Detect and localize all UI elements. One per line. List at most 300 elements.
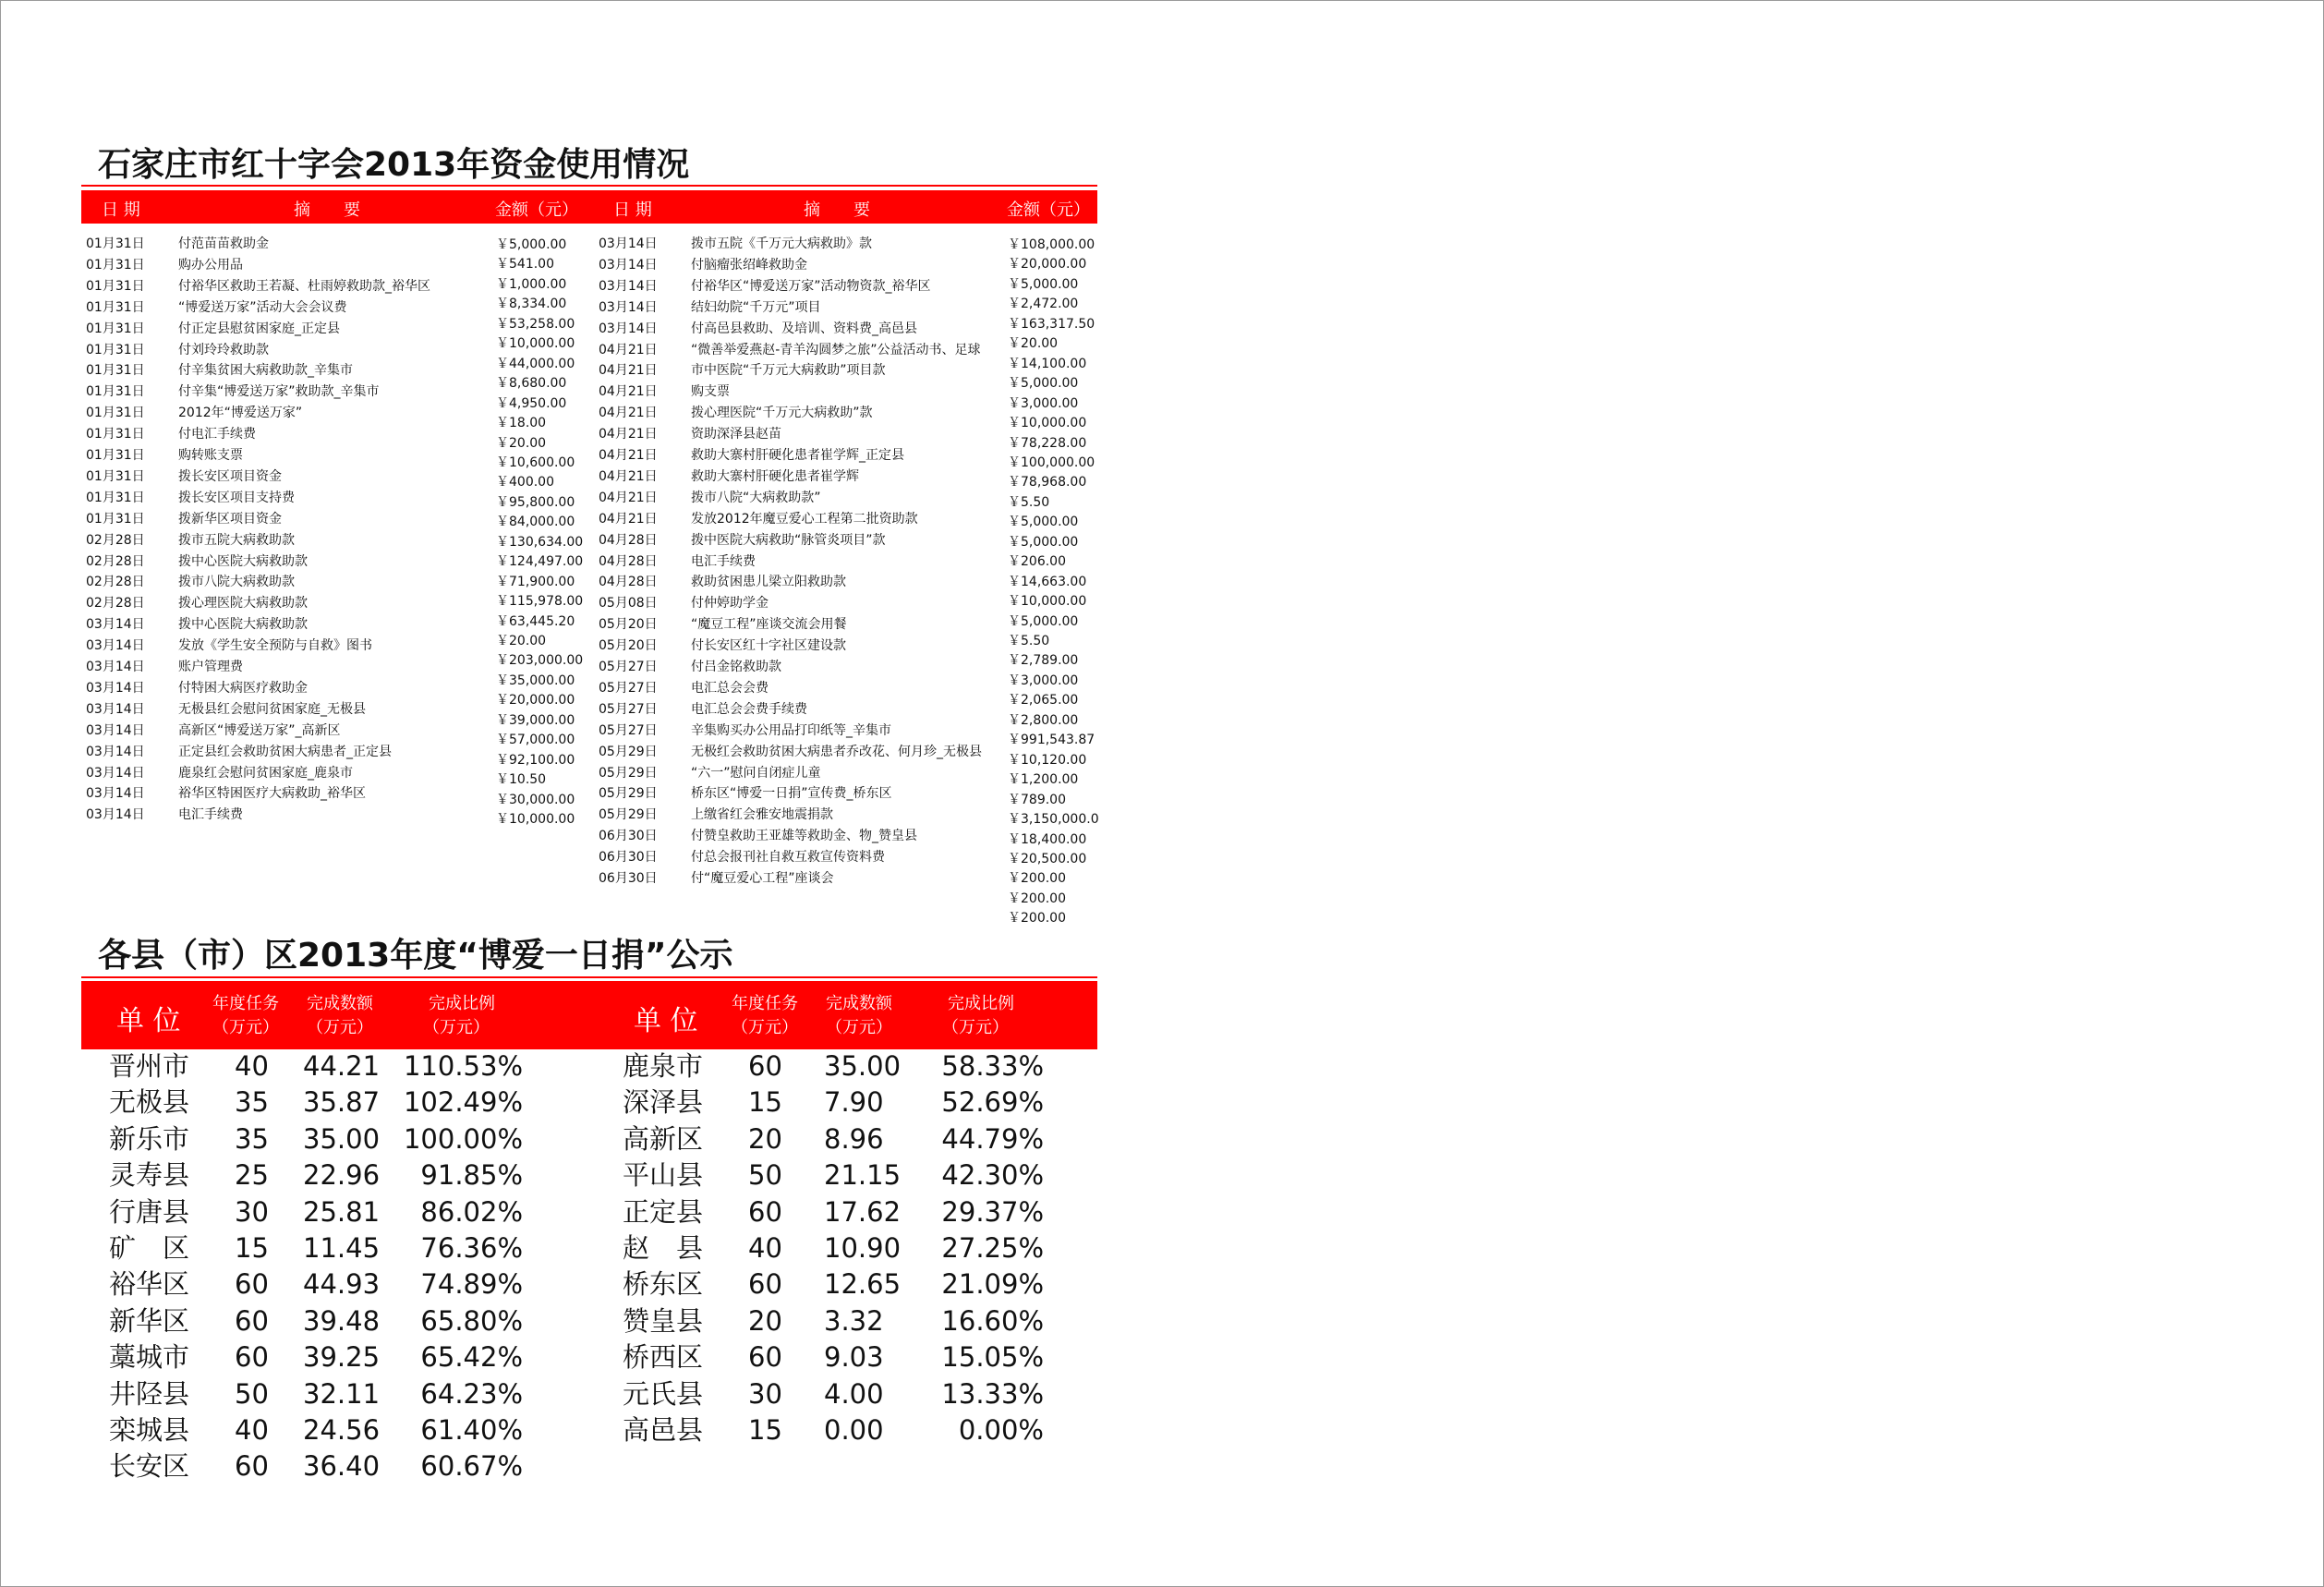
row-amount: ￥78,968.00: [1008, 475, 1087, 491]
header-amount-left: 金额（元）: [495, 200, 578, 220]
row-amount: ￥100,000.00: [1008, 454, 1095, 470]
row-date: 02月28日: [86, 553, 145, 569]
row-date: 05月29日: [599, 744, 658, 759]
row-date: 03月14日: [599, 236, 658, 251]
row-date: 01月31日: [86, 342, 145, 357]
row-amount: ￥5.50: [1008, 634, 1050, 648]
unit-name: 藁城市: [109, 1341, 190, 1374]
row-summary: 付高邑县救助、及培训、资料费_高邑县: [691, 321, 917, 336]
row-amount: ￥20.00: [496, 634, 547, 648]
row-summary: 付电汇手续费: [178, 427, 256, 442]
annual-task: 35: [235, 1086, 269, 1119]
row-summary: 付范苗苗救助金: [178, 236, 269, 251]
header-summary-left: 摘 要: [294, 200, 360, 220]
row-amount: ￥5,000.00: [496, 237, 567, 252]
annual-task: 60: [235, 1341, 269, 1374]
row-amount: ￥789.00: [1008, 792, 1066, 807]
unit-name: 桥东区: [623, 1268, 704, 1301]
row-date: 01月31日: [86, 490, 145, 505]
row-summary: “六一”慰问自闭症儿童: [691, 765, 821, 781]
row-summary: 拨中医院大病救助“脉管炎项目”款: [691, 532, 886, 548]
fund-usage-title: 石家庄市红十字会2013年资金使用情况: [98, 146, 690, 184]
row-summary: 电汇总会会费手续费: [691, 701, 807, 717]
row-amount: ￥63,445.20: [496, 613, 575, 629]
annual-task: 60: [748, 1050, 782, 1082]
row-amount: ￥20,000.00: [1008, 257, 1087, 273]
row-summary: 正定县红会救助贫困大病患者_正定县: [178, 744, 392, 759]
row-date: 06月30日: [599, 850, 658, 866]
completed-amount: 39.25: [303, 1341, 381, 1374]
row-amount: ￥53,258.00: [496, 316, 575, 332]
row-date: 03月14日: [86, 722, 145, 738]
completion-ratio: 65.42%: [420, 1341, 523, 1374]
row-amount: ￥200.00: [1008, 911, 1066, 927]
row-amount: ￥5,000.00: [1008, 376, 1079, 392]
completed-amount: 35.00: [824, 1050, 902, 1082]
row-date: 01月31日: [86, 406, 145, 421]
row-summary: 付辛集“博爱送万家”救助款_辛集市: [178, 384, 380, 400]
row-date: 04月21日: [599, 406, 658, 421]
row-summary: 高新区“博爱送万家”_高新区: [178, 722, 341, 738]
completion-ratio: 58.33%: [941, 1050, 1044, 1082]
row-amount: ￥5,000.00: [1008, 515, 1079, 530]
fund-usage-top-rule: [81, 185, 1097, 187]
row-summary: 拨长安区项目支持费: [178, 490, 295, 505]
row-date: 01月31日: [86, 257, 145, 273]
annual-task: 40: [748, 1232, 782, 1264]
completion-ratio: 74.89%: [420, 1268, 523, 1301]
header-task-left: 年度任务: [212, 994, 279, 1013]
row-date: 04月21日: [599, 448, 658, 463]
row-summary: 购办公用品: [178, 257, 243, 273]
unit-name: 栾城县: [109, 1414, 190, 1446]
unit-name: 高新区: [623, 1122, 704, 1155]
row-date: 03月14日: [599, 299, 658, 315]
row-summary: “微善举爱燕赵-青羊沟圆梦之旅”公益活动书、足球: [691, 342, 981, 357]
row-date: 03月14日: [86, 617, 145, 633]
annual-task: 40: [235, 1414, 269, 1446]
completion-ratio: 60.67%: [420, 1450, 523, 1483]
row-summary: 账户管理费: [178, 660, 243, 674]
completed-amount: 11.45: [303, 1232, 381, 1264]
row-date: 06月30日: [599, 871, 658, 886]
row-date: 02月28日: [86, 532, 145, 548]
row-date: 02月28日: [86, 575, 145, 590]
completed-amount: 44.21: [303, 1050, 381, 1082]
row-date: 01月31日: [86, 236, 145, 251]
completed-amount: 12.65: [824, 1268, 902, 1301]
row-summary: 付吕金铭救助款: [691, 660, 781, 674]
header-ratio-left-unit: （万元）: [423, 1018, 490, 1037]
row-summary: 拨中心医院大病救助款: [178, 617, 308, 633]
row-summary: 付辛集贫困大病救助款_辛集市: [178, 363, 353, 379]
annual-task: 15: [748, 1414, 782, 1446]
header-done-right-unit: （万元）: [826, 1018, 892, 1037]
row-summary: 无极红会救助贫困大病患者乔改花、何月珍_无极县: [691, 744, 982, 759]
row-summary: 拨市八院大病救助款: [178, 575, 295, 590]
row-date: 04月28日: [599, 532, 658, 548]
header-ratio-right-unit: （万元）: [942, 1018, 1009, 1037]
unit-name: 无极县: [109, 1086, 190, 1119]
unit-name: 赵 县: [623, 1232, 704, 1264]
row-date: 03月14日: [86, 701, 145, 717]
completion-ratio: 91.85%: [420, 1159, 523, 1192]
completed-amount: 35.00: [303, 1122, 381, 1155]
row-amount: ￥10,000.00: [496, 812, 575, 828]
row-amount: ￥5.50: [1008, 494, 1050, 510]
row-date: 01月31日: [86, 278, 145, 294]
row-amount: ￥18,400.00: [1008, 831, 1087, 847]
header-task-right: 年度任务: [732, 994, 798, 1013]
row-amount: ￥71,900.00: [496, 574, 575, 589]
row-date: 04月21日: [599, 490, 658, 505]
row-amount: ￥206.00: [1008, 554, 1066, 570]
row-summary: 拨市五院大病救助款: [178, 532, 295, 548]
header-ratio-right: 完成比例: [948, 994, 1014, 1013]
completion-ratio: 29.37%: [941, 1195, 1044, 1228]
row-amount: ￥39,000.00: [496, 712, 575, 728]
row-date: 04月21日: [599, 511, 658, 527]
completion-ratio: 13.33%: [941, 1377, 1044, 1410]
completed-amount: 24.56: [303, 1414, 381, 1446]
completion-ratio: 64.23%: [420, 1377, 523, 1410]
row-amount: ￥20,500.00: [1008, 851, 1087, 866]
row-date: 05月27日: [599, 722, 658, 738]
row-summary: 救助大寨村肝硬化患者崔学辉: [691, 468, 859, 484]
row-summary: 付赞皇救助王亚雄等救助金、物_赞皇县: [691, 829, 917, 844]
header-date-right: 日 期: [613, 200, 652, 220]
unit-name: 晋州市: [109, 1050, 190, 1082]
annual-task: 20: [748, 1122, 782, 1155]
completed-amount: 22.96: [303, 1159, 381, 1192]
unit-name: 新乐市: [109, 1122, 190, 1155]
row-summary: 拨中心医院大病救助款: [178, 553, 308, 569]
row-amount: ￥2,065.00: [1008, 693, 1079, 709]
completed-amount: 36.40: [303, 1450, 381, 1483]
row-amount: ￥20.00: [1008, 336, 1059, 352]
completion-ratio: 61.40%: [420, 1414, 523, 1446]
row-amount: ￥130,634.00: [496, 534, 584, 550]
row-amount: ￥5,000.00: [1008, 613, 1079, 629]
row-date: 04月28日: [599, 553, 658, 569]
row-amount: ￥3,150,000.0: [1008, 812, 1099, 828]
header-done-left: 完成数额: [307, 994, 373, 1013]
row-date: 03月14日: [599, 278, 658, 294]
row-date: 03月14日: [86, 807, 145, 823]
unit-name: 新华区: [109, 1304, 190, 1337]
header-unit-left: 单 位: [116, 1005, 181, 1037]
row-summary: 付脑瘤张绍峰救助金: [691, 257, 807, 273]
row-date: 04月21日: [599, 427, 658, 442]
annual-task: 50: [748, 1159, 782, 1192]
row-summary: 市中医院“千万元大病救助”项目款: [691, 363, 886, 379]
row-amount: ￥2,789.00: [1008, 653, 1079, 669]
row-amount: ￥4,950.00: [496, 395, 567, 411]
row-summary: 拨市五院《千万元大病救助》款: [691, 236, 872, 251]
row-amount: ￥30,000.00: [496, 792, 575, 807]
row-amount: ￥991,543.87: [1008, 733, 1095, 748]
row-summary: 付仲婷助学金: [691, 596, 769, 612]
row-summary: 付裕华区救助王若凝、杜雨婷救助款_裕华区: [178, 278, 430, 294]
annual-task: 60: [748, 1268, 782, 1301]
annual-task: 30: [235, 1195, 269, 1228]
unit-name: 深泽县: [623, 1086, 704, 1119]
row-summary: 无极县红会慰问贫困家庭_无极县: [178, 701, 366, 717]
row-date: 05月29日: [599, 765, 658, 781]
row-date: 03月14日: [599, 321, 658, 336]
row-date: 05月29日: [599, 786, 658, 802]
row-summary: 鹿泉红会慰问贫困家庭_鹿泉市: [178, 765, 353, 781]
row-date: 03月14日: [86, 660, 145, 674]
row-amount: ￥84,000.00: [496, 515, 575, 530]
header-done-left-unit: （万元）: [307, 1018, 373, 1037]
row-amount: ￥57,000.00: [496, 733, 575, 748]
row-summary: 付长安区红十字社区建设款: [691, 638, 846, 654]
completed-amount: 32.11: [303, 1377, 381, 1410]
row-date: 03月14日: [86, 786, 145, 802]
row-amount: ￥400.00: [496, 475, 554, 491]
row-summary: 2012年“博爱送万家”: [178, 406, 303, 421]
row-amount: ￥8,680.00: [496, 376, 567, 392]
row-amount: ￥200.00: [1008, 871, 1066, 887]
annual-task: 35: [235, 1122, 269, 1155]
row-date: 05月27日: [599, 680, 658, 696]
annual-task: 15: [235, 1232, 269, 1264]
annual-task: 25: [235, 1159, 269, 1192]
row-summary: 拨长安区项目资金: [178, 468, 282, 484]
completion-ratio: 21.09%: [941, 1268, 1044, 1301]
completion-ratio: 42.30%: [941, 1159, 1044, 1192]
row-summary: 资助深泽县赵苗: [691, 427, 781, 442]
unit-name: 平山县: [623, 1159, 704, 1192]
row-amount: ￥1,000.00: [496, 276, 567, 292]
row-summary: 辛集购买办公用品打印纸等_辛集市: [691, 722, 891, 738]
unit-name: 长安区: [109, 1450, 190, 1483]
row-amount: ￥200.00: [1008, 890, 1066, 906]
row-amount: ￥18.00: [496, 416, 547, 431]
row-amount: ￥10,000.00: [496, 336, 575, 352]
header-amount-right: 金额（元）: [1007, 200, 1090, 220]
row-date: 01月31日: [86, 468, 145, 484]
row-amount: ￥1,200.00: [1008, 772, 1079, 788]
header-date-left: 日 期: [102, 200, 140, 220]
row-amount: ￥10,600.00: [496, 454, 575, 470]
completion-ratio: 100.00%: [403, 1122, 523, 1155]
row-date: 05月27日: [599, 701, 658, 717]
completion-ratio: 15.05%: [941, 1341, 1044, 1374]
row-summary: 电汇手续费: [691, 553, 756, 569]
row-summary: 电汇手续费: [178, 807, 243, 823]
row-amount: ￥44,000.00: [496, 356, 575, 371]
annual-task: 60: [235, 1268, 269, 1301]
row-date: 03月14日: [599, 257, 658, 273]
row-summary: 裕华区特困医疗大病救助_裕华区: [178, 786, 366, 802]
donation-title: 各县（市）区2013年度“博爱一日捐”公示: [98, 937, 733, 975]
row-date: 05月20日: [599, 617, 658, 633]
row-date: 04月21日: [599, 468, 658, 484]
completed-amount: 9.03: [824, 1341, 884, 1374]
row-date: 05月29日: [599, 807, 658, 823]
row-amount: ￥95,800.00: [496, 494, 575, 510]
donation-top-rule: [81, 976, 1097, 978]
row-date: 03月14日: [86, 680, 145, 696]
annual-task: 40: [235, 1050, 269, 1082]
completion-ratio: 27.25%: [941, 1232, 1044, 1264]
annual-task: 30: [748, 1377, 782, 1410]
completed-amount: 39.48: [303, 1304, 381, 1337]
row-summary: 拨市八院“大病救助款”: [691, 490, 821, 505]
row-amount: ￥108,000.00: [1008, 237, 1095, 252]
row-date: 04月21日: [599, 384, 658, 400]
unit-name: 灵寿县: [109, 1159, 190, 1192]
row-date: 05月20日: [599, 638, 658, 654]
row-amount: ￥115,978.00: [496, 594, 584, 610]
annual-task: 15: [748, 1086, 782, 1119]
row-amount: ￥10.50: [496, 772, 547, 788]
row-amount: ￥541.00: [496, 257, 554, 273]
row-amount: ￥92,100.00: [496, 752, 575, 768]
row-summary: 付刘玲玲救助款: [178, 342, 269, 357]
completion-ratio: 16.60%: [941, 1304, 1044, 1337]
completion-ratio: 76.36%: [420, 1232, 523, 1264]
unit-name: 桥西区: [623, 1341, 704, 1374]
row-summary: 付“魔豆爱心工程”座谈会: [691, 871, 834, 886]
row-date: 05月27日: [599, 660, 658, 674]
row-amount: ￥20,000.00: [496, 693, 575, 709]
row-summary: 购转账支票: [178, 448, 243, 463]
row-amount: ￥163,317.50: [1008, 316, 1095, 332]
row-summary: 拨心理医院“千万元大病救助”款: [691, 406, 873, 421]
header-task-left-unit: （万元）: [212, 1018, 279, 1037]
header-ratio-left: 完成比例: [429, 994, 495, 1013]
unit-name: 鹿泉市: [623, 1050, 704, 1082]
row-amount: ￥8,334.00: [496, 297, 567, 312]
annual-task: 60: [748, 1195, 782, 1228]
unit-name: 井陉县: [109, 1377, 190, 1410]
row-summary: 电汇总会会费: [691, 680, 769, 696]
annual-task: 50: [235, 1377, 269, 1410]
donation-header: [81, 981, 1097, 1049]
row-date: 04月21日: [599, 342, 658, 357]
header-summary-right: 摘 要: [804, 200, 870, 220]
unit-name: 赞皇县: [623, 1304, 704, 1337]
row-date: 06月30日: [599, 829, 658, 844]
completed-amount: 25.81: [303, 1195, 381, 1228]
annual-task: 20: [748, 1304, 782, 1337]
completion-ratio: 65.80%: [420, 1304, 523, 1337]
completion-ratio: 110.53%: [403, 1050, 523, 1082]
row-amount: ￥203,000.00: [496, 653, 584, 669]
header-done-right: 完成数额: [826, 994, 892, 1013]
row-summary: 救助大寨村肝硬化患者崔学辉_正定县: [691, 448, 904, 463]
row-date: 04月28日: [599, 575, 658, 590]
annual-task: 60: [235, 1304, 269, 1337]
row-date: 05月08日: [599, 596, 658, 612]
row-summary: 付特困大病医疗救助金: [178, 680, 308, 696]
completed-amount: 10.90: [824, 1232, 902, 1264]
unit-name: 裕华区: [109, 1268, 190, 1301]
row-date: 01月31日: [86, 448, 145, 463]
completion-ratio: 102.49%: [403, 1086, 523, 1119]
row-summary: 购支票: [691, 384, 730, 400]
unit-name: 正定县: [623, 1195, 704, 1228]
row-summary: 结妇幼院“千万元”项目: [691, 299, 821, 315]
row-summary: 付正定县慰贫困家庭_正定县: [178, 321, 340, 336]
row-amount: ￥10,000.00: [1008, 594, 1087, 610]
row-summary: 拨心理医院大病救助款: [178, 596, 308, 612]
unit-name: 元氏县: [623, 1377, 704, 1410]
row-amount: ￥2,800.00: [1008, 712, 1079, 728]
completed-amount: 17.62: [824, 1195, 902, 1228]
header-task-right-unit: （万元）: [732, 1018, 798, 1037]
row-amount: ￥20.00: [496, 435, 547, 451]
row-summary: 发放《学生安全预防与自救》图书: [178, 638, 372, 654]
completion-ratio: 0.00%: [958, 1414, 1044, 1446]
row-date: 04月21日: [599, 363, 658, 379]
completed-amount: 35.87: [303, 1086, 381, 1119]
completed-amount: 4.00: [824, 1377, 884, 1410]
row-summary: 上缴省红会雅安地震捐款: [691, 807, 833, 823]
row-date: 03月14日: [86, 744, 145, 759]
row-summary: 桥东区“博爱一日捐”宣传费_桥东区: [691, 786, 892, 802]
row-summary: 付裕华区“博爱送万家”活动物资款_裕华区: [691, 278, 931, 294]
row-date: 03月14日: [86, 638, 145, 654]
header-unit-right: 单 位: [634, 1005, 698, 1037]
row-amount: ￥3,000.00: [1008, 395, 1079, 411]
annual-task: 60: [235, 1450, 269, 1483]
unit-name: 高邑县: [623, 1414, 704, 1446]
row-amount: ￥35,000.00: [496, 672, 575, 688]
row-amount: ￥10,000.00: [1008, 416, 1087, 431]
row-date: 01月31日: [86, 384, 145, 400]
row-summary: 拨新华区项目资金: [178, 511, 282, 527]
completed-amount: 21.15: [824, 1159, 902, 1192]
row-summary: 救助贫困患儿梁立阳救助款: [691, 575, 846, 590]
completion-ratio: 52.69%: [941, 1086, 1044, 1119]
row-amount: ￥14,663.00: [1008, 574, 1087, 589]
row-summary: “博爱送万家”活动大会会议费: [178, 299, 347, 315]
row-amount: ￥3,000.00: [1008, 672, 1079, 688]
annual-task: 60: [748, 1341, 782, 1374]
row-date: 03月14日: [86, 765, 145, 781]
completed-amount: 44.93: [303, 1268, 381, 1301]
row-date: 01月31日: [86, 321, 145, 336]
row-amount: ￥78,228.00: [1008, 435, 1087, 451]
completion-ratio: 44.79%: [941, 1122, 1044, 1155]
completion-ratio: 86.02%: [420, 1195, 523, 1228]
row-amount: ￥5,000.00: [1008, 534, 1079, 550]
row-date: 01月31日: [86, 427, 145, 442]
row-amount: ￥124,497.00: [496, 554, 584, 570]
completed-amount: 3.32: [824, 1304, 884, 1337]
row-date: 02月28日: [86, 596, 145, 612]
row-date: 01月31日: [86, 363, 145, 379]
completed-amount: 7.90: [824, 1086, 884, 1119]
unit-name: 矿 区: [109, 1232, 190, 1264]
row-amount: ￥10,120.00: [1008, 752, 1087, 768]
row-amount: ￥5,000.00: [1008, 276, 1079, 292]
row-amount: ￥2,472.00: [1008, 297, 1079, 312]
completed-amount: 0.00: [824, 1414, 884, 1446]
fund-usage-header: [81, 190, 1097, 224]
row-date: 01月31日: [86, 299, 145, 315]
row-amount: ￥14,100.00: [1008, 356, 1087, 371]
row-summary: 付总会报刊社自救互救宣传资料费: [691, 850, 885, 866]
row-summary: 发放2012年魔豆爱心工程第二批资助款: [691, 511, 918, 527]
unit-name: 行唐县: [109, 1195, 190, 1228]
completed-amount: 8.96: [824, 1122, 884, 1155]
row-date: 01月31日: [86, 511, 145, 527]
